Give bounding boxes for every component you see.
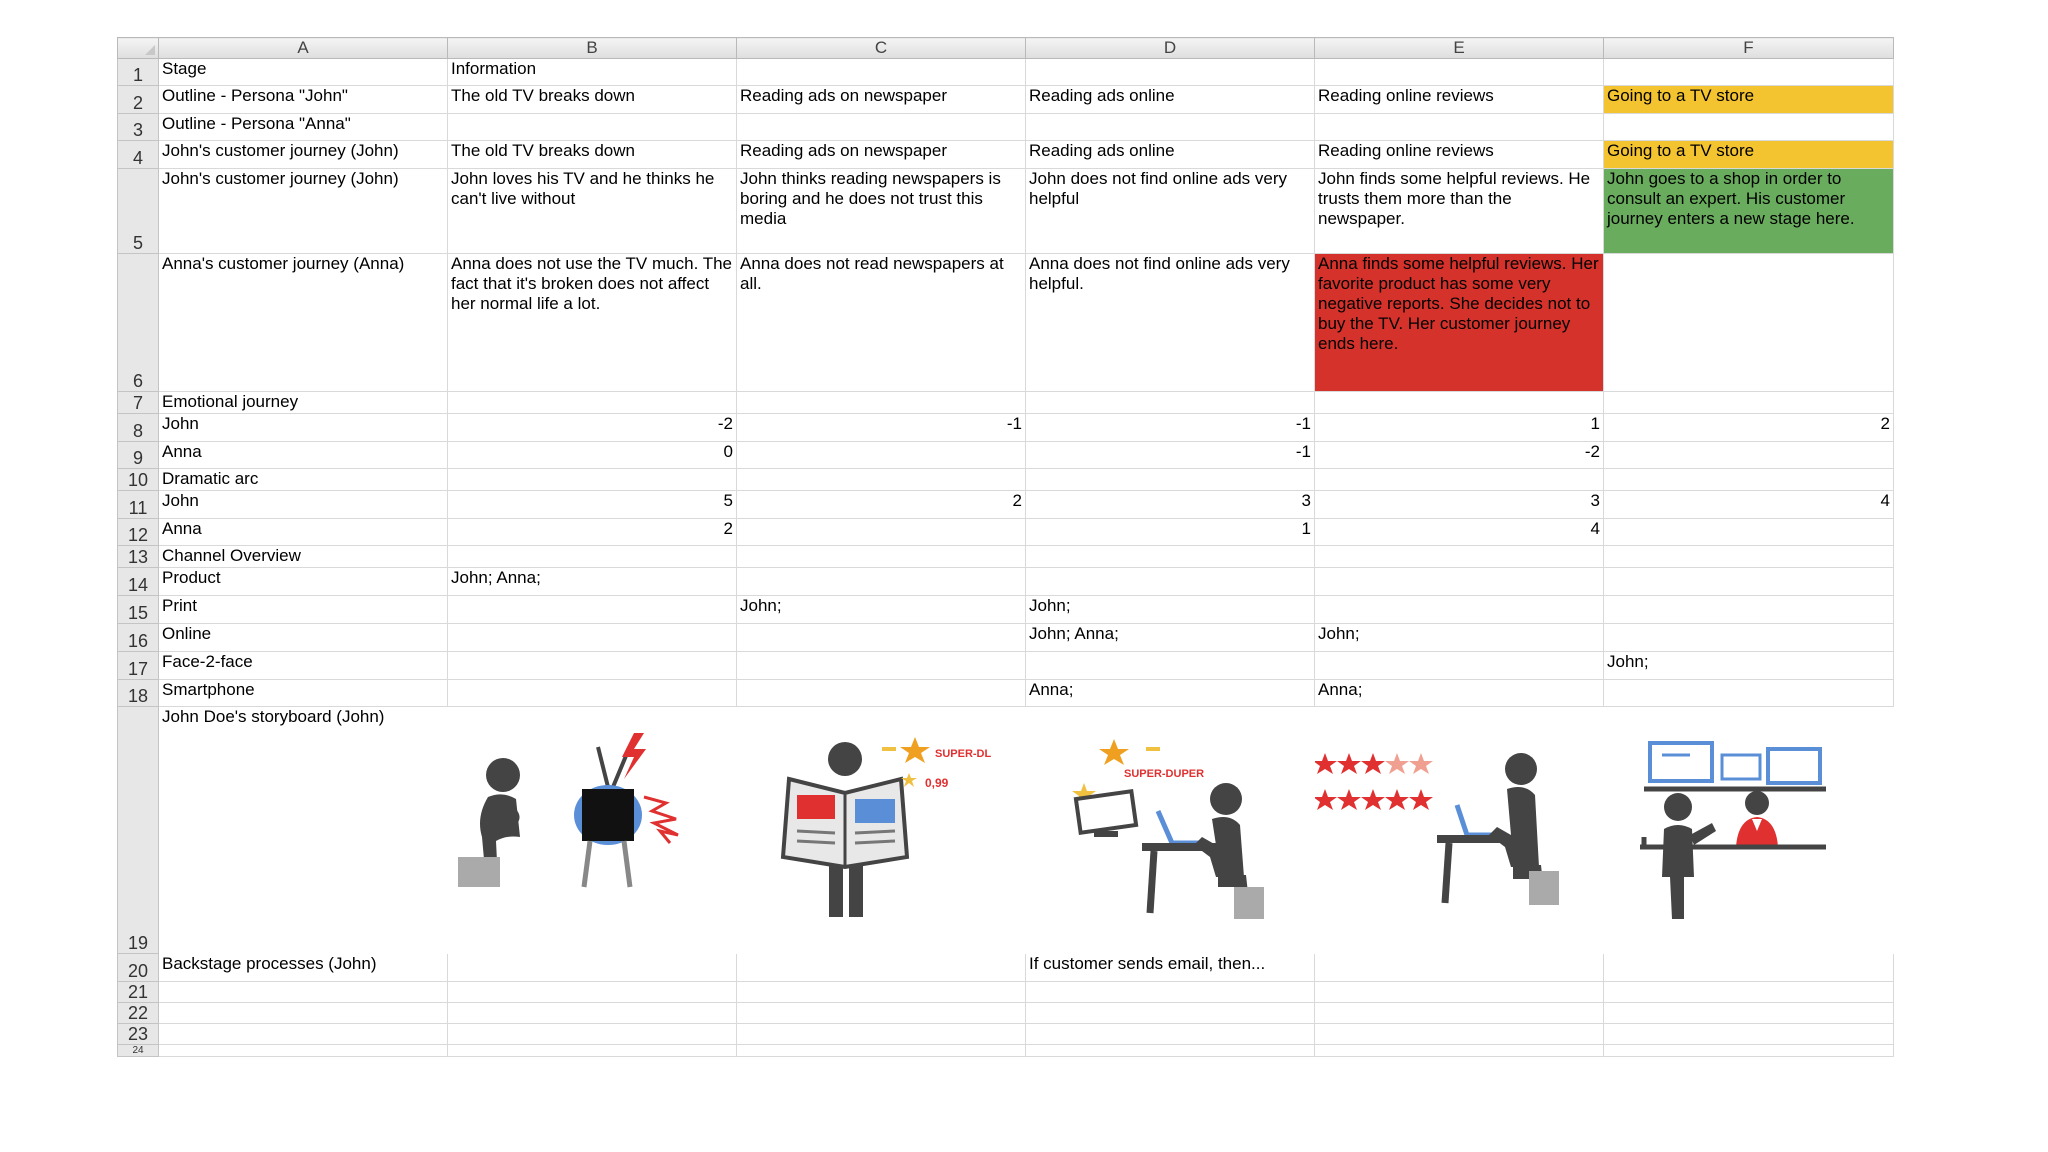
cell-e20[interactable] [1315,954,1604,982]
cell-b20[interactable] [448,954,737,982]
row-header[interactable]: 18 [118,680,159,707]
cell-e6[interactable]: Anna finds some helpful reviews. Her favorite product has some very negative reports. She decides not to buy the TV. Her customer journey ends here. [1315,254,1604,392]
cell-f8[interactable]: 2 [1604,414,1894,442]
cell-b13[interactable] [448,546,737,568]
row-header[interactable]: 9 [118,442,159,469]
cell-b6[interactable]: Anna does not use the TV much. The fact that it's broken does not affect her normal life a lot. [448,254,737,392]
cell-c10[interactable] [737,469,1026,491]
ad-banner-text: SUPER-DL [935,748,992,760]
cell-f20[interactable] [1604,954,1894,982]
cell-e10[interactable] [1315,469,1604,491]
cell-a11[interactable]: John [159,491,448,519]
ad-banner-text: SUPER-DUPER [1124,768,1205,780]
cell-a10[interactable]: Dramatic arc [159,469,448,491]
cell-c11[interactable]: 2 [737,491,1026,519]
cell-c6[interactable]: Anna does not read newspapers at all. [737,254,1026,392]
cell-e24[interactable] [1315,1045,1604,1057]
row-header[interactable]: 20 [118,954,159,982]
cell-b8[interactable]: -2 [448,414,737,442]
cell-a23[interactable] [159,1024,448,1045]
cell-f6[interactable] [1604,254,1894,392]
cell-e7[interactable] [1315,392,1604,414]
cell-f11[interactable]: 4 [1604,491,1894,519]
cell-d10[interactable] [1026,469,1315,491]
cell-e21[interactable] [1315,982,1604,1003]
row-header[interactable]: 2 [118,86,159,114]
cell-c9[interactable] [737,442,1026,469]
cell-c12[interactable] [737,519,1026,546]
cell-f5[interactable]: John goes to a shop in order to consult an expert. His customer journey enters a new stage here. [1604,169,1894,254]
cell-f24[interactable] [1604,1045,1894,1057]
cell-c13[interactable] [737,546,1026,568]
cell-a24[interactable] [159,1045,448,1057]
cell-d18[interactable]: Anna; [1026,680,1315,707]
cell-b14[interactable]: John; Anna; [448,568,737,596]
cell-f22[interactable] [1604,1003,1894,1024]
cell-c16[interactable] [737,624,1026,652]
ad-price-text: 0,99 [925,776,949,790]
cell-b22[interactable] [448,1003,737,1024]
cell-e15[interactable] [1315,596,1604,624]
cell-e5[interactable]: John finds some helpful reviews. He trusts them more than the newspaper. [1315,169,1604,254]
cell-d17[interactable] [1026,652,1315,680]
row-header[interactable]: 22 [118,1003,159,1024]
cell-c8[interactable]: -1 [737,414,1026,442]
row-header[interactable]: 15 [118,596,159,624]
cell-f23[interactable] [1604,1024,1894,1045]
cell-f14[interactable] [1604,568,1894,596]
cell-a7[interactable]: Emotional journey [159,392,448,414]
row-header[interactable]: 14 [118,568,159,596]
laptop-user-icon [1026,707,1315,954]
cell-c24[interactable] [737,1045,1026,1057]
cell-a12[interactable]: Anna [159,519,448,546]
row-header[interactable]: 8 [118,414,159,442]
cell-d15[interactable]: John; [1026,596,1315,624]
row-header[interactable]: 23 [118,1024,159,1045]
cell-e18[interactable]: Anna; [1315,680,1604,707]
cell-f16[interactable] [1604,624,1894,652]
cell-a16[interactable]: Online [159,624,448,652]
cell-a17[interactable]: Face-2-face [159,652,448,680]
cell-a15[interactable]: Print [159,596,448,624]
cell-a14[interactable]: Product [159,568,448,596]
cell-b4[interactable]: The old TV breaks down [448,141,737,169]
cell-f19[interactable] [1604,707,1894,954]
cell-c7[interactable] [737,392,1026,414]
cell-d23[interactable] [1026,1024,1315,1045]
cell-b18[interactable] [448,680,737,707]
cell-d1[interactable] [1026,59,1315,86]
cell-a22[interactable] [159,1003,448,1024]
cell-b15[interactable] [448,596,737,624]
cell-f3[interactable] [1604,114,1894,141]
cell-c19[interactable] [737,707,1026,954]
cell-f4[interactable]: Going to a TV store [1604,141,1894,169]
cell-d12[interactable]: 1 [1026,519,1315,546]
row-header[interactable]: 11 [118,491,159,519]
cell-c2[interactable]: Reading ads on newspaper [737,86,1026,114]
row-header[interactable]: 17 [118,652,159,680]
spreadsheet-grid [117,37,1894,1057]
select-all-corner[interactable] [118,38,159,59]
cell-d16[interactable]: John; Anna; [1026,624,1315,652]
cell-e2[interactable]: Reading online reviews [1315,86,1604,114]
cell-f17[interactable]: John; [1604,652,1894,680]
row-header[interactable]: 16 [118,624,159,652]
cell-d11[interactable]: 3 [1026,491,1315,519]
cell-d4[interactable]: Reading ads online [1026,141,1315,169]
row-header[interactable]: 7 [118,392,159,414]
cell-e23[interactable] [1315,1024,1604,1045]
cell-e22[interactable] [1315,1003,1604,1024]
cell-b7[interactable] [448,392,737,414]
cell-f7[interactable] [1604,392,1894,414]
cell-b19[interactable] [448,707,737,954]
cell-c5[interactable]: John thinks reading newspapers is boring and he does not trust this media [737,169,1026,254]
cell-a1[interactable]: Stage [159,59,448,86]
cell-e4[interactable]: Reading online reviews [1315,141,1604,169]
cell-f2[interactable]: Going to a TV store [1604,86,1894,114]
cell-b17[interactable] [448,652,737,680]
row-header[interactable]: 1 [118,59,159,86]
cell-f9[interactable] [1604,442,1894,469]
cell-a8[interactable]: John [159,414,448,442]
row-header[interactable]: 10 [118,469,159,491]
cell-b3[interactable] [448,114,737,141]
row-header[interactable]: 24 [118,1045,159,1057]
cell-e13[interactable] [1315,546,1604,568]
cell-a20[interactable]: Backstage processes (John) [159,954,448,982]
cell-d13[interactable] [1026,546,1315,568]
column-header-d[interactable]: D [1026,38,1315,59]
cell-b9[interactable]: 0 [448,442,737,469]
cell-a3[interactable]: Outline - Persona "Anna" [159,114,448,141]
cell-e9[interactable]: -2 [1315,442,1604,469]
cell-e17[interactable] [1315,652,1604,680]
cell-b10[interactable] [448,469,737,491]
cell-e8[interactable]: 1 [1315,414,1604,442]
cell-e12[interactable]: 4 [1315,519,1604,546]
cell-d24[interactable] [1026,1045,1315,1057]
row-header[interactable]: 19 [118,707,159,954]
column-header-b[interactable]: B [448,38,737,59]
cell-f21[interactable] [1604,982,1894,1003]
cell-c21[interactable] [737,982,1026,1003]
cell-a13[interactable]: Channel Overview [159,546,448,568]
cell-b16[interactable] [448,624,737,652]
cell-d20[interactable]: If customer sends email, then... [1026,954,1315,982]
cell-a2[interactable]: Outline - Persona "John" [159,86,448,114]
column-header-a[interactable]: A [159,38,448,59]
cell-f13[interactable] [1604,546,1894,568]
column-header-c[interactable]: C [737,38,1026,59]
cell-d21[interactable] [1026,982,1315,1003]
newspaper-reader-icon [737,707,1026,954]
cell-c23[interactable] [737,1024,1026,1045]
cell-f12[interactable] [1604,519,1894,546]
cell-b5[interactable]: John loves his TV and he thinks he can't live without [448,169,737,254]
row-header[interactable]: 12 [118,519,159,546]
cell-b11[interactable]: 5 [448,491,737,519]
row-header[interactable]: 3 [118,114,159,141]
cell-d22[interactable] [1026,1003,1315,1024]
cell-f18[interactable] [1604,680,1894,707]
cell-e19[interactable] [1315,707,1604,954]
column-header-f[interactable]: F [1604,38,1894,59]
broken-tv-icon [448,707,737,954]
cell-d6[interactable]: Anna does not find online ads very helpful. [1026,254,1315,392]
cell-b12[interactable]: 2 [448,519,737,546]
cell-c18[interactable] [737,680,1026,707]
cell-f15[interactable] [1604,596,1894,624]
cell-c14[interactable] [737,568,1026,596]
tv-store-icon [1604,707,1893,954]
cell-d9[interactable]: -1 [1026,442,1315,469]
cell-a9[interactable]: Anna [159,442,448,469]
cell-a5[interactable]: John's customer journey (John) [159,169,448,254]
cell-d7[interactable] [1026,392,1315,414]
cell-c20[interactable] [737,954,1026,982]
review-stars-icon [1315,707,1604,954]
cell-a21[interactable] [159,982,448,1003]
cell-c1[interactable] [737,59,1026,86]
cell-b23[interactable] [448,1024,737,1045]
row-header[interactable]: 4 [118,141,159,169]
cell-a4[interactable]: John's customer journey (John) [159,141,448,169]
cell-d19[interactable] [1026,707,1315,954]
row-header[interactable]: 5 [118,169,159,254]
cell-c17[interactable] [737,652,1026,680]
cell-c22[interactable] [737,1003,1026,1024]
cell-d8[interactable]: -1 [1026,414,1315,442]
cell-e16[interactable]: John; [1315,624,1604,652]
cell-c3[interactable] [737,114,1026,141]
column-header-e[interactable]: E [1315,38,1604,59]
row-header[interactable]: 13 [118,546,159,568]
cell-b21[interactable] [448,982,737,1003]
cell-e1[interactable] [1315,59,1604,86]
cell-d3[interactable] [1026,114,1315,141]
cell-a6[interactable]: Anna's customer journey (Anna) [159,254,448,392]
cell-d14[interactable] [1026,568,1315,596]
cell-b2[interactable]: The old TV breaks down [448,86,737,114]
cell-e14[interactable] [1315,568,1604,596]
cell-e3[interactable] [1315,114,1604,141]
cell-a18[interactable]: Smartphone [159,680,448,707]
cell-b1[interactable]: Information [448,59,737,86]
row-header[interactable]: 21 [118,982,159,1003]
cell-e11[interactable]: 3 [1315,491,1604,519]
cell-c4[interactable]: Reading ads on newspaper [737,141,1026,169]
cell-f10[interactable] [1604,469,1894,491]
cell-a19[interactable]: John Doe's storyboard (John) [159,707,448,954]
row-header[interactable]: 6 [118,254,159,392]
cell-c15[interactable]: John; [737,596,1026,624]
cell-b24[interactable] [448,1045,737,1057]
cell-d2[interactable]: Reading ads online [1026,86,1315,114]
cell-f1[interactable] [1604,59,1894,86]
cell-d5[interactable]: John does not find online ads very helpful [1026,169,1315,254]
